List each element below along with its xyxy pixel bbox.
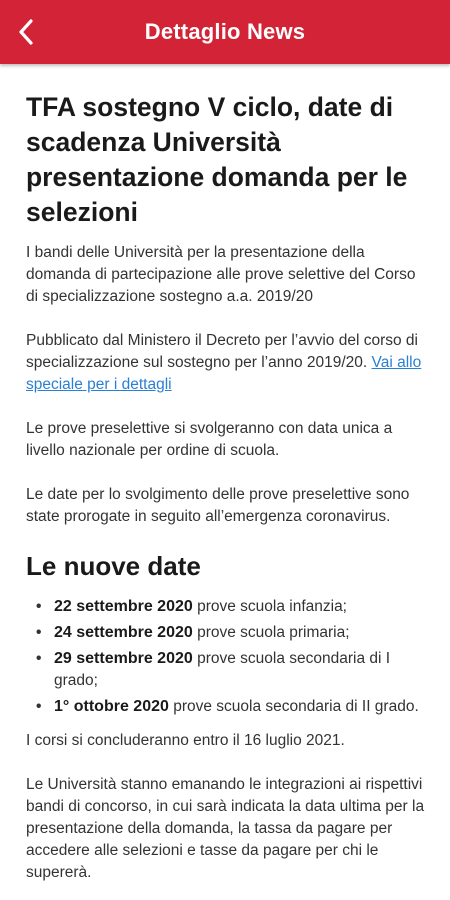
list-item bbox=[26, 622, 428, 644]
date-description: prove scuola secondaria di II grado. bbox=[168, 698, 419, 715]
bullet-icon: • bbox=[36, 624, 42, 641]
date-description: prove scuola primaria; bbox=[192, 624, 350, 641]
article-title: TFA sostegno V ciclo, date di scadenza Università presentazione domanda per le selezioni bbox=[26, 92, 408, 227]
bullet-icon: • bbox=[36, 650, 42, 667]
date-label: 29 settembre 2020 bbox=[54, 650, 193, 667]
chevron-left-icon bbox=[18, 19, 34, 45]
date-label: 22 settembre 2020 bbox=[54, 598, 193, 615]
article-intro: I bandi delle Università per la presentazione della domanda di partecipazione alle prove selettive del Corso di specializzazione sostegno a.a. 2019/20 bbox=[26, 244, 416, 305]
article-paragraph-postponed: Le date per lo svolgimento delle prove preselettive sono state prorogate in seguito all’emergenza coronavirus. bbox=[26, 486, 410, 525]
bullet-icon: • bbox=[36, 698, 42, 715]
back-button[interactable] bbox=[18, 14, 54, 50]
date-description: prove scuola secondaria di I grado; bbox=[54, 650, 391, 689]
bullet-icon: • bbox=[36, 598, 42, 615]
list-item bbox=[26, 648, 428, 692]
special-details-link[interactable]: Vai allo speciale per i dettagli bbox=[26, 354, 422, 393]
article-paragraph-preselection: Le prove preselettive si svolgeranno con data unica a livello nazionale per ordine di scuola. bbox=[26, 420, 393, 459]
page-title: Dettaglio News bbox=[144, 19, 306, 44]
list-item bbox=[26, 596, 428, 618]
app-bar bbox=[0, 0, 450, 64]
article-paragraph-universities: Le Università stanno emanando le integrazioni ai rispettivi bandi di concorso, in cui sarà indicata la data ultima per la presentazione della domanda, la tassa da pagare per accedere alle selezioni e tasse da pagare per chi le supererà. bbox=[26, 776, 425, 881]
section-title-new-dates: Le nuove date bbox=[26, 551, 201, 581]
list-item bbox=[26, 696, 428, 718]
date-label: 24 settembre 2020 bbox=[54, 624, 193, 641]
date-description: prove scuola infanzia; bbox=[192, 598, 347, 615]
decree-text: Pubblicato dal Ministero il Decreto per l’avvio del corso di specializzazione sul sostegno per l’anno 2019/20. bbox=[26, 332, 418, 371]
dates-list bbox=[26, 596, 428, 718]
article-paragraph-courses-end: I corsi si concluderanno entro il 16 luglio 2021. bbox=[26, 732, 345, 749]
date-label: 1° ottobre 2020 bbox=[54, 698, 169, 715]
news-content[interactable] bbox=[0, 64, 450, 900]
article-paragraph-decree bbox=[26, 330, 428, 396]
